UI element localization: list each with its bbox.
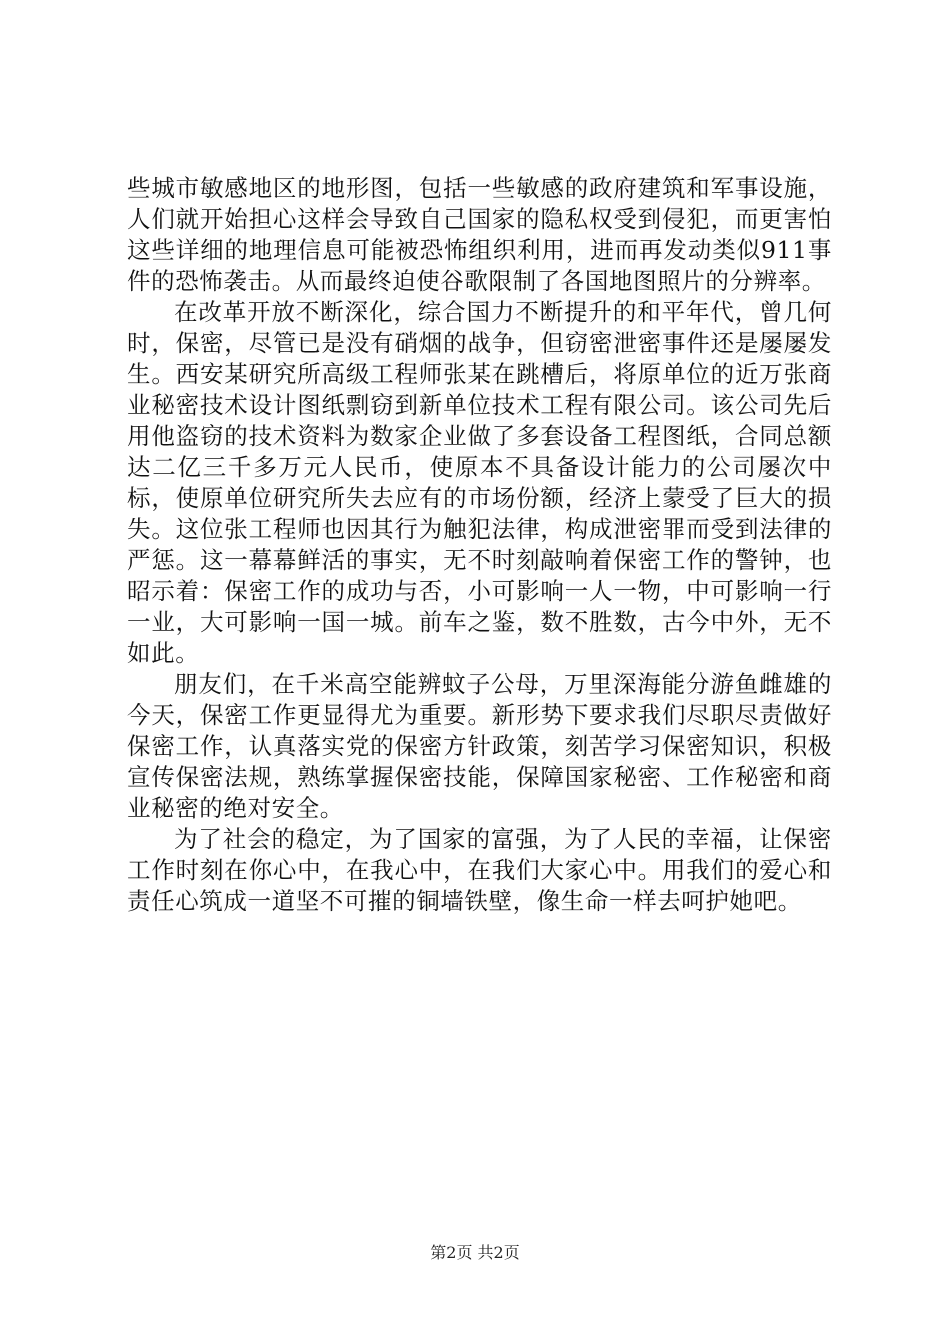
paragraph-3: 朋友们，在千米高空能辨蚊子公母，万里深海能分游鱼雌雄的今天，保密工作更显得尤为重要。新形势下要求我们尽职尽责做好保密工作，认真落实党的保密方针政策，刻苦学习保密知识，积极宣传保密法规，熟练掌握保密技能，保障国家秘密、工作秘密和商业秘密的绝对安全。 <box>127 670 832 822</box>
body-text <box>127 173 832 917</box>
paragraph-1: 些城市敏感地区的地形图，包括一些敏感的政府建筑和军事设施，人们就开始担心这样会导致自己国家的隐私权受到侵犯，而更害怕这些详细的地理信息可能被恐怖组织利用，进而再发动类似911事件的恐怖袭击。从而最终迫使谷歌限制了各国地图照片的分辨率。 <box>127 174 832 295</box>
page-number-footer: 第2页 共2页 <box>430 1243 520 1262</box>
paragraph-2: 在改革开放不断深化，综合国力不断提升的和平年代，曾几何时，保密，尽管已是没有硝烟的战争，但窃密泄密事件还是屡屡发生。西安某研究所高级工程师张某在跳槽后，将原单位的近万张商业秘密技术设计图纸剽窃到新单位技术工程有限公司。该公司先后用他盗窃的技术资料为数家企业做了多套设备工程图纸，合同总额达二亿三千多万元人民币，使原本不具备设计能力的公司屡次中标，使原单位研究所失去应有的市场份额，经济上蒙受了巨大的损失。这位张工程师也因其行为触犯法律，构成泄密罪而受到法律的严惩。这一幕幕鲜活的事实，无不时刻敲响着保密工作的警钟，也昭示着：保密工作的成功与否，小可影响一人一物，中可影响一行一业，大可影响一国一城。前车之鉴，数不胜数，古今中外，无不如此。 <box>127 298 832 667</box>
paragraph-4: 为了社会的稳定，为了国家的富强，为了人民的幸福，让保密工作时刻在你心中，在我心中，在我们大家心中。用我们的爱心和责任心筑成一道坚不可摧的铜墙铁壁，像生命一样去呵护她吧。 <box>127 825 832 915</box>
